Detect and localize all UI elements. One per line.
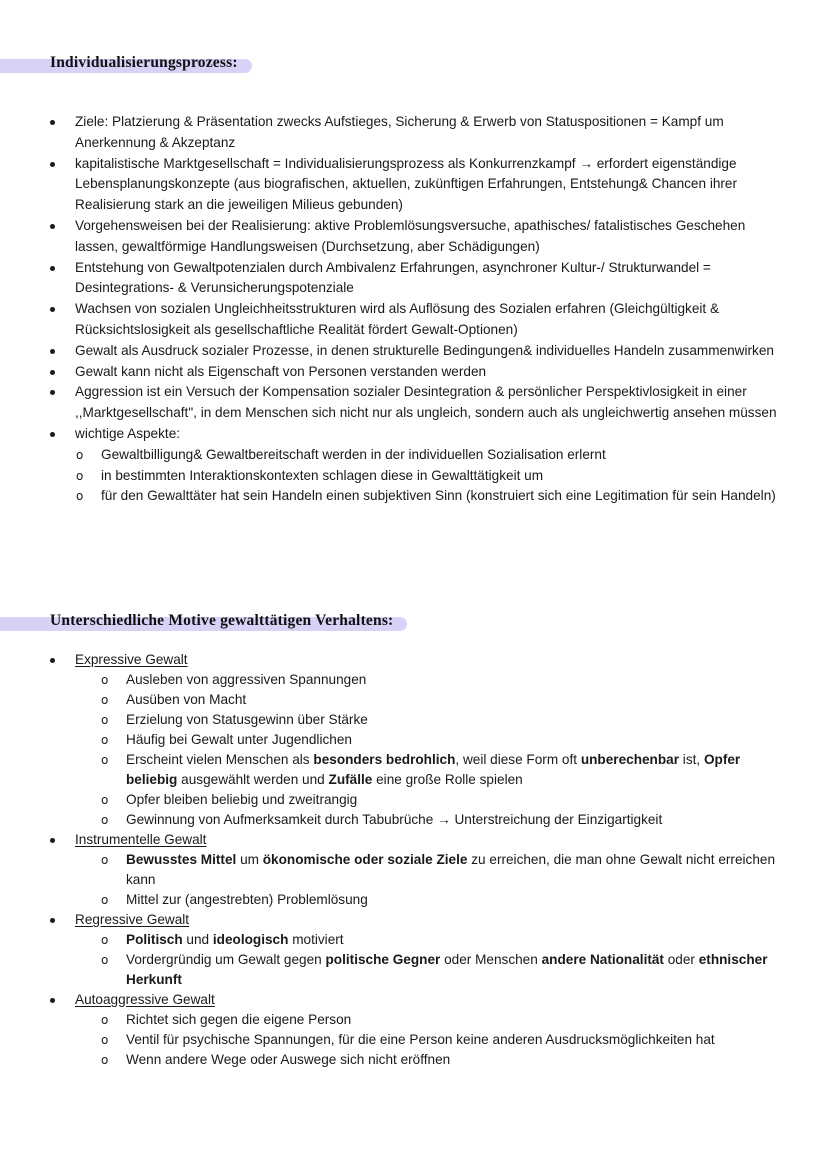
bold-text: Bewusstes Mittel — [126, 852, 237, 867]
heading-text: Unterschiedliche Motive gewalttätigen Verhaltens: — [50, 612, 394, 629]
individualisierung-list — [0, 112, 828, 507]
circle-bullet-icon: o — [101, 893, 109, 907]
circle-bullet-icon: o — [101, 1013, 109, 1027]
bullet-icon — [50, 162, 55, 167]
circle-bullet-icon: o — [101, 933, 109, 947]
sub-list-item — [0, 445, 828, 466]
bullet-icon — [50, 349, 55, 354]
bold-text: Zufälle — [328, 772, 373, 787]
circle-bullet-icon: o — [101, 713, 109, 727]
category-title: Expressive Gewalt — [75, 652, 188, 667]
sub-item-text: Ausüben von Macht — [126, 692, 247, 707]
list-item-instrumental — [0, 830, 828, 850]
circle-bullet-icon: o — [101, 673, 109, 687]
sub-item-text: für den Gewalttäter hat sein Handeln einen subjektiven Sinn (konstruiert sich eine Legitimation für sein Handeln) — [101, 488, 776, 504]
list-item — [0, 258, 828, 300]
sub-item-text: Erzielung von Statusgewinn über Stärke — [126, 712, 368, 727]
sub-list-item — [0, 710, 828, 730]
sub-item-text: Opfer bleiben beliebig und zweitrangig — [126, 792, 358, 807]
sub-item-text — [126, 752, 740, 787]
bold-text: ökonomische oder soziale Ziele — [262, 852, 468, 867]
text-run: ausgewählt werden und — [177, 772, 329, 787]
sub-list-item — [0, 1010, 828, 1030]
circle-bullet-icon: o — [76, 447, 84, 462]
circle-bullet-icon: o — [101, 813, 109, 827]
list-item-regressive — [0, 910, 828, 930]
sub-item-text — [126, 952, 767, 987]
text-run: zu erreichen, die man ohne Gewalt nicht erreichen kann — [126, 852, 776, 887]
bold-text: Politisch — [126, 932, 183, 947]
list-item — [0, 299, 828, 341]
bold-text: besonders bedrohlich — [313, 752, 456, 767]
sub-item-text: in bestimmten Interaktionskontexten schlagen diese in Gewalttätigkeit um — [101, 467, 544, 483]
list-item-autoaggressive — [0, 990, 828, 1010]
circle-bullet-icon: o — [101, 953, 109, 967]
bullet-icon — [50, 224, 55, 229]
bold-text: andere Nationalität — [541, 952, 664, 967]
sub-list-item — [0, 466, 828, 487]
bullet-icon — [50, 432, 55, 437]
list-item-text: Wachsen von sozialen Ungleichheitsstrukturen wird als Auflösung des Sozialen erfahren (Gleichgültigkeit & Rücksichtslosigkeit als gesellschaftliche Realität fördert Gewalt-Optionen) — [75, 301, 720, 337]
text-run: oder Menschen — [440, 952, 542, 967]
sub-list-item — [0, 790, 828, 810]
bold-text: politische Gegner — [325, 952, 441, 967]
bold-text: Opfer beliebig — [126, 752, 741, 787]
bullet-icon — [50, 998, 55, 1003]
bullet-icon — [50, 658, 55, 663]
sub-item-text: Mittel zur (angestrebten) Problemlösung — [126, 892, 368, 907]
list-item-text: Gewalt kann nicht als Eigenschaft von Personen verstanden werden — [75, 363, 487, 379]
list-item — [0, 341, 828, 362]
sub-item-text: Richtet sich gegen die eigene Person — [126, 1012, 352, 1027]
sub-list-item — [0, 950, 828, 990]
circle-bullet-icon: o — [101, 693, 109, 707]
category-title: Instrumentelle Gewalt — [75, 832, 207, 847]
sub-list-item — [0, 810, 828, 830]
bold-text: ideologisch — [212, 932, 289, 947]
list-item — [0, 424, 828, 445]
bold-text: ethnischer Herkunft — [126, 952, 768, 987]
bold-text: unberechenbar — [580, 752, 680, 767]
bullet-icon — [50, 918, 55, 923]
list-item-expressive — [0, 650, 828, 670]
circle-bullet-icon: o — [101, 1033, 109, 1047]
list-item-text: Vorgehensweisen bei der Realisierung: aktive Problemlösungsversuche, apathisches/ fatalistisches Geschehen lassen, gewaltförmige Handlungsweisen (Durchsetzung, aber Schädigungen) — [75, 217, 746, 254]
sub-list-item — [0, 690, 828, 710]
list-item — [0, 362, 828, 383]
list-item — [0, 154, 828, 216]
sub-item-text: Gewaltbilligung& Gewaltbereitschaft werden in der individuellen Sozialisation erlernt — [101, 446, 606, 462]
bullet-icon — [50, 266, 55, 271]
list-item — [0, 382, 828, 424]
text-run: , weil diese Form oft — [455, 752, 581, 767]
bullet-icon — [50, 838, 55, 843]
circle-bullet-icon: o — [101, 853, 109, 867]
text-run: Erscheint vielen Menschen als — [126, 752, 314, 767]
section-heading-individualisierung — [0, 53, 252, 73]
list-item — [0, 216, 828, 258]
bullet-icon — [50, 370, 55, 375]
list-item-text: Entstehung von Gewaltpotenzialen durch Ambivalenz Erfahrungen, asynchroner Kultur-/ Strukturwandel = Desintegrations- & Verunsicherungspotenziale — [75, 259, 711, 296]
sub-item-text: Häufig bei Gewalt unter Jugendlichen — [126, 732, 352, 747]
text-run: motiviert — [288, 932, 344, 947]
sub-item-text: Ventil für psychische Spannungen, für die eine Person keine anderen Ausdrucksmöglichkeiten hat — [126, 1032, 715, 1047]
circle-bullet-icon: o — [76, 468, 84, 483]
section-heading-motive — [0, 611, 407, 631]
bullet-icon — [50, 120, 55, 125]
text-run: oder — [663, 952, 699, 967]
motive-list — [0, 650, 828, 1070]
text-run: um — [236, 852, 263, 867]
heading-text: Individualisierungsprozess: — [50, 54, 238, 71]
text-run: Unterstreichung der Einzigartigkeit — [450, 812, 663, 827]
sub-list-item — [0, 670, 828, 690]
list-item-text: wichtige Aspekte: — [75, 425, 181, 441]
sub-list-item — [0, 850, 828, 890]
bullet-icon — [50, 390, 55, 395]
sub-list-item — [0, 1030, 828, 1050]
sub-list-item — [0, 486, 828, 507]
sub-list-item — [0, 890, 828, 910]
circle-bullet-icon: o — [101, 733, 109, 747]
circle-bullet-icon: o — [101, 753, 109, 767]
text-run: Vordergründig um Gewalt gegen — [126, 952, 326, 967]
circle-bullet-icon: o — [101, 1053, 109, 1067]
list-item-text: Gewalt als Ausdruck sozialer Prozesse, in denen strukturelle Bedingungen& individuelles Handeln zusammenwirken — [75, 342, 774, 358]
list-item-text: kapitalistische Marktgesellschaft = Individualisierungsprozess als Konkurrenzkampf → erfordert eigenständige Lebensplanungskonzepte (aus biografischen, aktuellen, zukünftigen Erfahrungen, Entstehung& Chancen ihrer Realisierung stark an die jeweiligen Milieus gebunden) — [75, 155, 738, 213]
category-title: Regressive Gewalt — [75, 912, 190, 927]
circle-bullet-icon: o — [101, 793, 109, 807]
list-item-text: Ziele: Platzierung & Präsentation zwecks Aufstieges, Sicherung & Erwerb von Statuspositionen = Kampf um Anerkennung & Akzeptanz — [75, 114, 724, 150]
text-run: ist, — [679, 752, 704, 767]
circle-bullet-icon: o — [76, 489, 84, 504]
text-run: Gewinnung von Aufmerksamkeit durch Tabubrüche — [126, 812, 438, 827]
arrow-right-icon: → — [437, 812, 451, 827]
sub-item-text — [126, 932, 344, 947]
sub-item-text — [126, 852, 775, 887]
bullet-icon — [50, 307, 55, 312]
sub-list-item — [0, 730, 828, 750]
text-run: und — [182, 932, 213, 947]
text-run: eine große Rolle spielen — [372, 772, 523, 787]
list-item — [0, 112, 828, 154]
list-item-text: Aggression ist ein Versuch der Kompensation sozialer Desintegration & persönlicher Perspektivlosigkeit in einer ,,Marktgesellschaft", in dem Menschen sich nicht nur als ungleich, sondern auch als ungleichwertig ansehen müssen — [75, 384, 777, 421]
sub-list-item — [0, 930, 828, 950]
sub-list-item — [0, 750, 828, 790]
category-title: Autoaggressive Gewalt — [75, 992, 215, 1007]
sub-list-item — [0, 1050, 828, 1070]
sub-item-text: Wenn andere Wege oder Auswege sich nicht eröffnen — [126, 1052, 451, 1067]
sub-item-text: Ausleben von aggressiven Spannungen — [126, 672, 367, 687]
sub-item-text — [126, 812, 662, 827]
